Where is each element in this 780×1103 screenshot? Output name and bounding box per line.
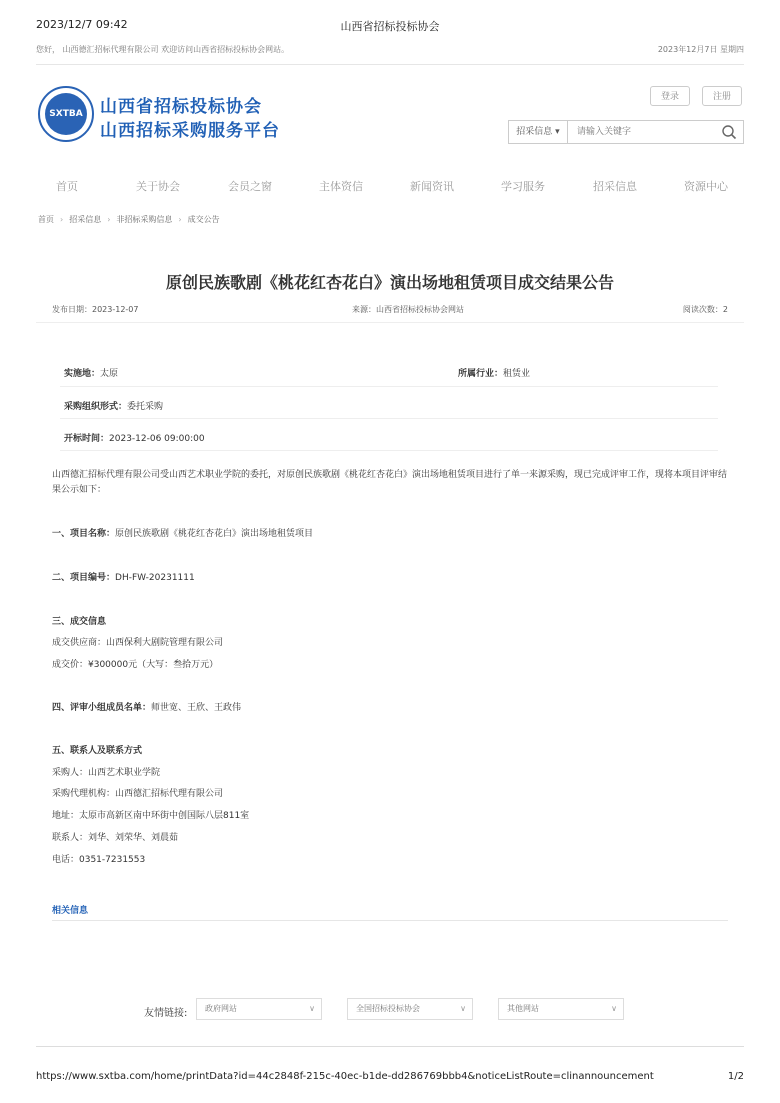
breadcrumb-current: 成交公告 — [187, 215, 220, 224]
info-open-label: 开标时间： — [64, 434, 110, 444]
breadcrumb-home[interactable]: 首页 — [38, 215, 54, 224]
print-datetime: 2023/12/7 09:42 — [36, 18, 128, 31]
section-project-number — [52, 570, 195, 583]
divider — [60, 386, 718, 387]
section-project-name-value: 原创民族歌剧《桃花红杏花白》演出场地租赁项目 — [115, 529, 314, 539]
logo-subtitle: 山西招标采购服务平台 — [100, 121, 280, 141]
divider — [60, 418, 718, 419]
search-category-select[interactable] — [509, 121, 568, 143]
chevron-down-icon: ∨ — [611, 1004, 617, 1013]
chevron-right-icon: › — [60, 215, 64, 224]
section-review-panel — [52, 700, 241, 713]
logo-title: 山西省招标投标协会 — [100, 97, 262, 117]
section-project-name-label: 一、项目名称： — [52, 529, 116, 539]
welcome-text: 您好， 山西德汇招标代理有限公司 欢迎访问山西省招标投标协会网站。 — [36, 45, 290, 54]
info-form-value: 委托采购 — [127, 402, 164, 412]
register-button[interactable]: 注册 — [702, 86, 742, 106]
info-form — [64, 399, 163, 412]
login-button[interactable]: 登录 — [650, 86, 690, 106]
logo-badge-text: SXTBA — [45, 93, 87, 135]
friend-link-select-government[interactable] — [196, 998, 322, 1020]
nav-members[interactable]: 会员之窗 — [228, 180, 272, 193]
info-form-label: 采购组织形式： — [64, 402, 128, 412]
divider — [36, 1046, 744, 1047]
info-location-value: 太原 — [100, 369, 119, 379]
article-title: 原创民族歌剧《桃花红杏花白》演出场地租赁项目成交结果公告 — [165, 273, 614, 292]
divider — [52, 920, 728, 921]
nav-news[interactable]: 新闻资讯 — [410, 180, 454, 193]
section-review-panel-value: 师世宽、王欣、王政伟 — [151, 703, 242, 713]
divider — [60, 450, 718, 451]
site-logo[interactable] — [38, 86, 288, 146]
info-industry — [458, 366, 530, 379]
view-count: 阅读次数：2 — [682, 305, 728, 314]
contact-agency: 采购代理机构：山西德汇招标代理有限公司 — [52, 789, 224, 799]
friend-link-select-label: 其他网站 — [507, 1004, 539, 1013]
nav-resources[interactable]: 资源中心 — [684, 180, 728, 193]
intro-paragraph: 山西德汇招标代理有限公司受山西艺术职业学院的委托，对原创民族歌剧《桃花红杏花白》演出场地租赁项目进行了单一来源采购，现已完成评审工作，现将本项目评审结果公示如下： — [52, 470, 728, 495]
print-page-title: 山西省招标投标协会 — [340, 20, 440, 33]
friend-link-select-label: 全国招标投标协会 — [356, 1004, 420, 1013]
info-location-label: 实施地： — [64, 369, 101, 379]
nav-learning[interactable]: 学习服务 — [501, 180, 545, 193]
chevron-down-icon: ∨ — [309, 1004, 315, 1013]
contact-buyer: 采购人：山西艺术职业学院 — [52, 768, 161, 778]
section-review-panel-label: 四、评审小组成员名单： — [52, 703, 152, 713]
main-nav — [36, 178, 744, 198]
search-bar — [508, 120, 744, 144]
search-category-label: 招采信息 — [516, 127, 553, 137]
section-deal-heading: 三、成交信息 — [52, 617, 107, 627]
print-page-number: 1/2 — [727, 1071, 744, 1082]
info-open-value: 2023-12-06 09:00:00 — [109, 434, 205, 444]
chevron-right-icon: › — [107, 215, 111, 224]
deal-price: 成交价：¥300000元（大写：叁拾万元） — [52, 660, 219, 670]
info-industry-value: 租赁业 — [503, 369, 531, 379]
contact-address: 地址：太原市高新区南中环街中创国际八层811室 — [52, 811, 250, 821]
publish-date: 发布日期：2023-12-07 — [52, 305, 139, 314]
breadcrumb-non-tender[interactable]: 非招标采购信息 — [116, 215, 173, 224]
search-input[interactable] — [577, 121, 707, 143]
divider — [36, 64, 744, 65]
chevron-down-icon: ∨ — [460, 1004, 466, 1013]
divider — [36, 322, 744, 323]
logo-emblem-icon — [38, 86, 94, 142]
breadcrumb — [38, 214, 220, 225]
section-project-name — [52, 526, 313, 539]
section-project-number-value: DH-FW-20231111 — [115, 573, 195, 583]
article-source: 来源：山西省招标投标协会网站 — [352, 305, 464, 314]
info-location — [64, 366, 118, 379]
search-icon[interactable] — [721, 124, 737, 140]
friend-link-select-label: 政府网站 — [205, 1004, 237, 1013]
friend-link-select-other[interactable] — [498, 998, 624, 1020]
contact-phone: 电话：0351-7231553 — [52, 855, 146, 865]
related-info-title: 相关信息 — [52, 906, 89, 916]
nav-credit[interactable]: 主体资信 — [319, 180, 363, 193]
contact-persons: 联系人：刘华、刘荣华、刘晨茹 — [52, 833, 179, 843]
print-url: https://www.sxtba.com/home/printData?id=44c2848f-215c-40ec-b1de-dd286769bbb4&noticeListRoute=clinannouncement — [36, 1071, 654, 1082]
nav-about[interactable]: 关于协会 — [136, 180, 180, 193]
chevron-down-icon: ▾ — [555, 127, 560, 137]
info-open-time — [64, 431, 205, 444]
info-industry-label: 所属行业： — [458, 369, 504, 379]
chevron-right-icon: › — [178, 215, 182, 224]
nav-home[interactable]: 首页 — [56, 180, 78, 193]
friend-links-label: 友情链接: — [144, 1008, 188, 1019]
section-project-number-label: 二、项目编号： — [52, 573, 116, 583]
friend-link-select-national[interactable] — [347, 998, 473, 1020]
nav-procurement[interactable]: 招采信息 — [593, 180, 637, 193]
breadcrumb-procurement[interactable]: 招采信息 — [69, 215, 102, 224]
deal-supplier: 成交供应商：山西保利大剧院管理有限公司 — [52, 638, 224, 648]
section-contact-heading: 五、联系人及联系方式 — [52, 746, 143, 756]
current-date: 2023年12月7日 星期四 — [657, 45, 744, 54]
